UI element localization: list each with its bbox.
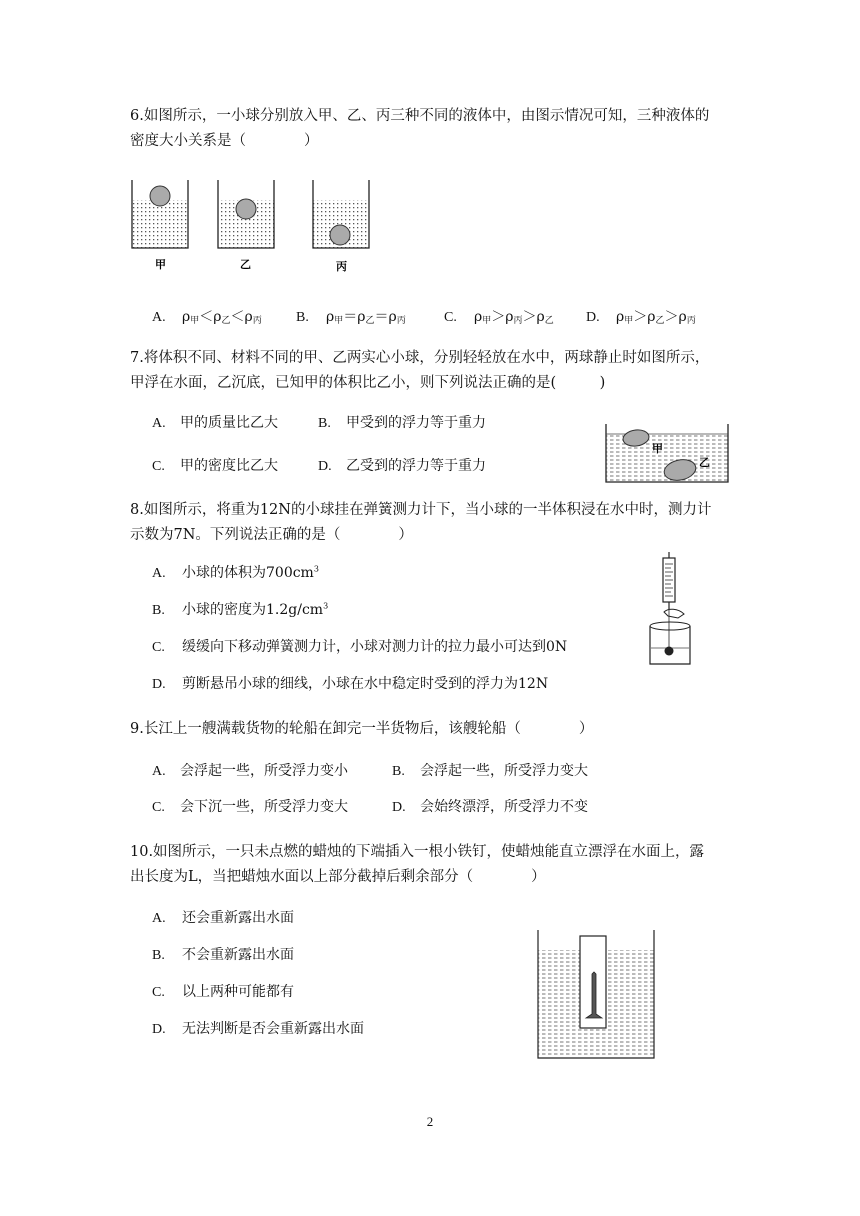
q9-option-c[interactable]: C. 会下沉一些，所受浮力变大 [152, 799, 348, 815]
q8-option-c[interactable]: C. 缓缓向下移动弹簧测力计，小球对测力计的拉力最小可达到0N [152, 639, 568, 655]
q8-option-d[interactable]: D. 剪断悬吊小球的细线，小球在水中稳定时受到的浮力为12N [152, 676, 549, 692]
q7-option-b[interactable]: B. 甲受到的浮力等于重力 [318, 415, 486, 431]
q10-stem-line1: 10.如图所示，一只未点燃的蜡烛的下端插入一根小铁钉，使蜡烛能直立漂浮在水面上，露 [130, 844, 705, 860]
q10-option-a[interactable]: A. 还会重新露出水面 [152, 910, 294, 926]
q9-option-b[interactable]: B. 会浮起一些，所受浮力变大 [392, 763, 588, 779]
q10-stem-line2: 出长度为L，当把蜡烛水面以上部分截掉后剩余部分（ ） [130, 869, 546, 885]
q6-option-d[interactable]: D. $\rho_甲>\rho_乙>\rho_丙$ [586, 309, 696, 326]
q8-option-a[interactable]: A. 小球的体积为$700cm^3$ [152, 564, 319, 581]
q9-option-a[interactable]: A. 会浮起一些，所受浮力变小 [152, 763, 348, 779]
q6-stem-line1: 6.如图所示，一小球分别放入甲、乙、丙三种不同的液体中，由图示情况可知，三种液体的 [130, 108, 710, 124]
q8-stem-line2: 示数为7N。下列说法正确的是（ ） [130, 527, 413, 543]
q8-figure [648, 552, 696, 668]
label-jia: 甲 [652, 442, 663, 455]
label-jia: 甲 [155, 258, 166, 271]
q7-stem-line2: 甲浮在水面，乙沉底，已知甲的体积比乙小，则下列说法正确的是( ) [130, 375, 606, 391]
page-number: 2 [426, 1114, 434, 1129]
label-bing: 丙 [336, 260, 347, 273]
label-yi: 乙 [240, 258, 251, 271]
q6-option-c[interactable]: C. $\rho_甲>\rho_丙>\rho_乙$ [444, 309, 554, 326]
q7-figure [604, 422, 730, 484]
q8-option-b[interactable]: B. 小球的密度为$1.2g/cm^3$ [152, 601, 329, 618]
q6-stem-line2: 密度大小关系是（ ） [130, 133, 319, 149]
q10-option-d[interactable]: D. 无法判断是否会重新露出水面 [152, 1021, 364, 1037]
q10-option-c[interactable]: C. 以上两种可能都有 [152, 984, 294, 1000]
q10-figure [536, 928, 656, 1062]
q7-option-c[interactable]: C. 甲的密度比乙大 [152, 458, 278, 474]
q9-stem: 9.长江上一艘满载货物的轮船在卸完一半货物后，该艘轮船（ ） [130, 721, 594, 737]
q6-option-b[interactable]: B. $\rho_甲=\rho_乙=\rho_丙$ [296, 309, 406, 326]
q7-stem-line1: 7.将体积不同、材料不同的甲、乙两实心小球，分别轻轻放在水中，两球静止时如图所示， [130, 350, 710, 366]
beaker-jia [132, 180, 188, 248]
q7-option-d[interactable]: D. 乙受到的浮力等于重力 [318, 458, 486, 474]
label-yi: 乙 [699, 456, 710, 469]
q6-figure [128, 178, 368, 278]
q8-stem-line1: 8.如图所示，将重为12N的小球挂在弹簧测力计下，当小球的一半体积浸在水中时，测力计 [130, 502, 712, 518]
q6-option-a[interactable]: A. $\rho_甲<\rho_乙<\rho_丙$ [152, 309, 262, 326]
q7-option-a[interactable]: A. 甲的质量比乙大 [152, 415, 278, 431]
q9-option-d[interactable]: D. 会始终漂浮，所受浮力不变 [392, 799, 588, 815]
beaker-yi [218, 180, 274, 248]
q10-option-b[interactable]: B. 不会重新露出水面 [152, 947, 294, 963]
beaker-bing [313, 180, 369, 248]
